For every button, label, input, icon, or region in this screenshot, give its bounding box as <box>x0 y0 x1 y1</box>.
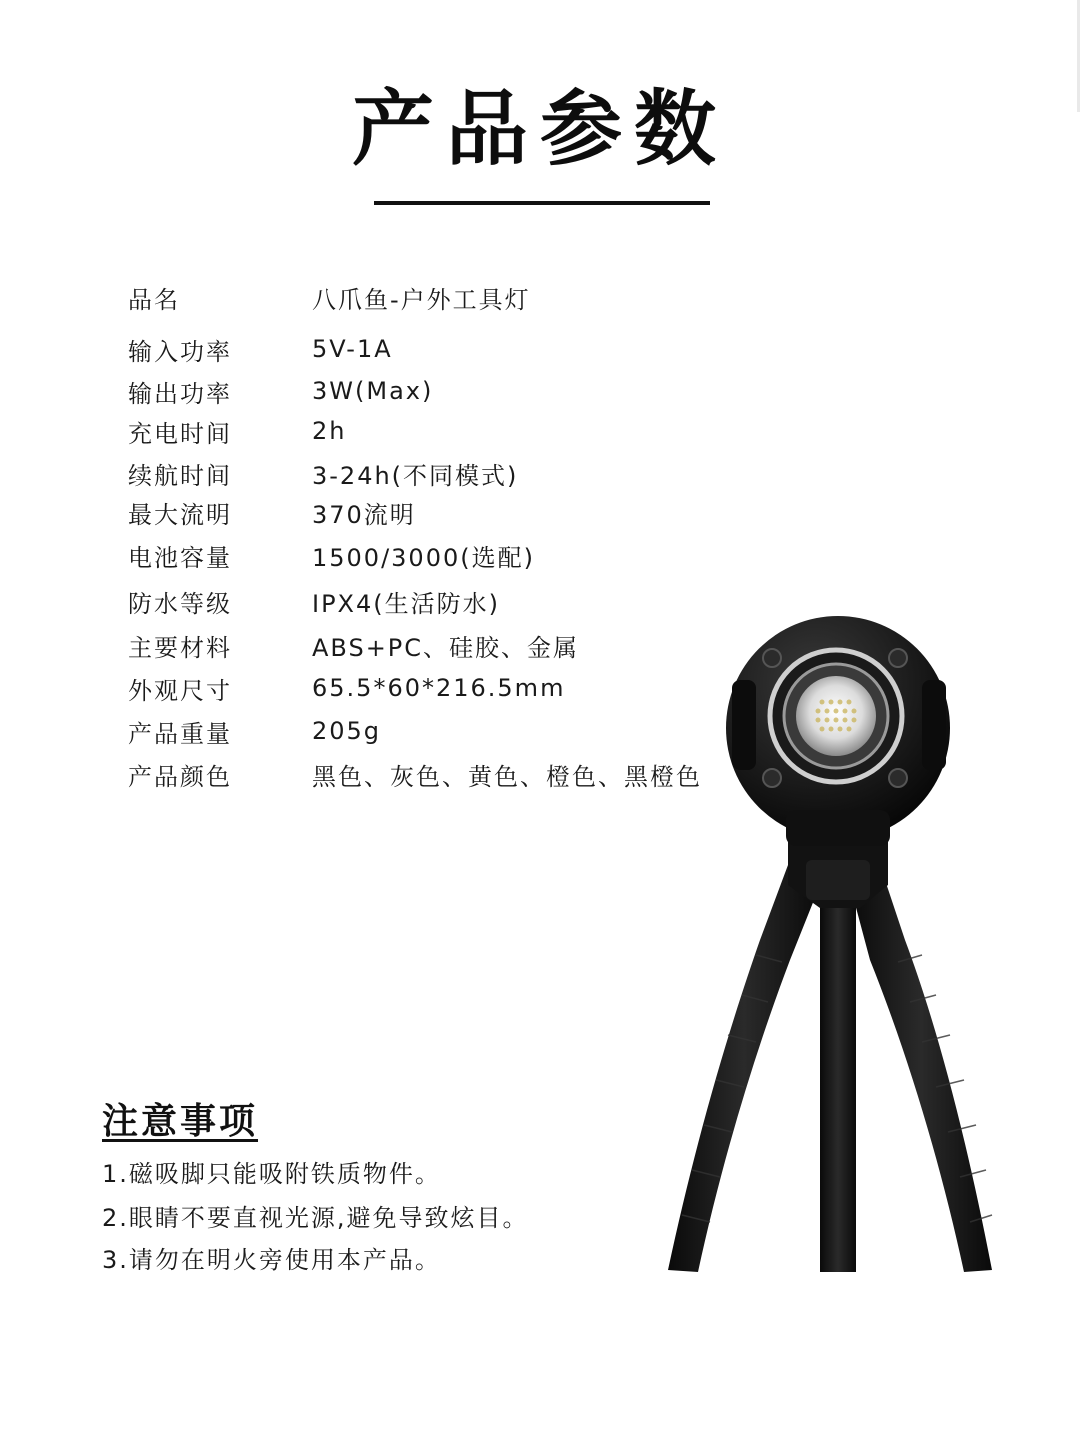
note-item: 2.眼睛不要直视光源,避免导致炫目。 <box>102 1204 529 1232</box>
spec-value: 2h <box>312 417 347 445</box>
title-underline <box>374 201 710 205</box>
note-item: 3.请勿在明火旁使用本产品。 <box>102 1246 441 1274</box>
product-image <box>660 610 1020 1280</box>
lens <box>796 676 876 756</box>
spec-row <box>128 628 748 662</box>
spec-row <box>128 495 748 529</box>
spec-label: 输出功率 <box>128 379 232 408</box>
spec-label: 充电时间 <box>128 419 232 448</box>
spec-label: 输入功率 <box>128 337 232 366</box>
spec-value: 1500/3000(选配) <box>312 543 535 572</box>
spec-row <box>128 538 748 572</box>
spec-row <box>128 671 748 705</box>
spec-value: 3W(Max) <box>312 377 434 405</box>
tripod-leg-center <box>820 895 856 1272</box>
spec-label: 续航时间 <box>128 461 232 490</box>
notes-heading: 注意事项 <box>102 1101 259 1142</box>
spec-label: 防水等级 <box>128 589 232 618</box>
spec-value: 205g <box>312 717 382 745</box>
spec-row <box>128 714 748 748</box>
spec-label: 电池容量 <box>128 543 232 572</box>
spec-row <box>128 332 748 366</box>
spec-row <box>128 456 748 490</box>
spec-label: 外观尺寸 <box>128 676 232 705</box>
spec-value: 370流明 <box>312 500 416 529</box>
spec-value: 65.5*60*216.5mm <box>312 674 566 702</box>
spec-value: IPX4(生活防水) <box>312 589 500 618</box>
spec-value: ABS+PC、硅胶、金属 <box>312 633 580 662</box>
tripod-leg-left <box>668 865 820 1272</box>
spec-value: 5V-1A <box>312 335 393 363</box>
spec-row <box>128 584 748 618</box>
spec-row <box>128 374 748 408</box>
spec-label: 主要材料 <box>128 633 232 662</box>
spec-row <box>128 414 748 448</box>
spec-row <box>128 280 748 314</box>
spec-label: 最大流明 <box>128 500 232 529</box>
spec-label: 品名 <box>128 285 180 314</box>
spec-value: 八爪鱼-户外工具灯 <box>312 285 531 314</box>
spec-row <box>128 757 748 791</box>
tripod-leg-right <box>850 865 992 1272</box>
spec-label: 产品颜色 <box>128 762 232 791</box>
spec-label: 产品重量 <box>128 719 232 748</box>
note-item: 1.磁吸脚只能吸附铁质物件。 <box>102 1160 441 1188</box>
spec-value: 3-24h(不同模式) <box>312 461 519 490</box>
page-title: 产品参数 <box>351 82 728 177</box>
spec-value: 黑色、灰色、黄色、橙色、黑橙色 <box>312 762 702 791</box>
